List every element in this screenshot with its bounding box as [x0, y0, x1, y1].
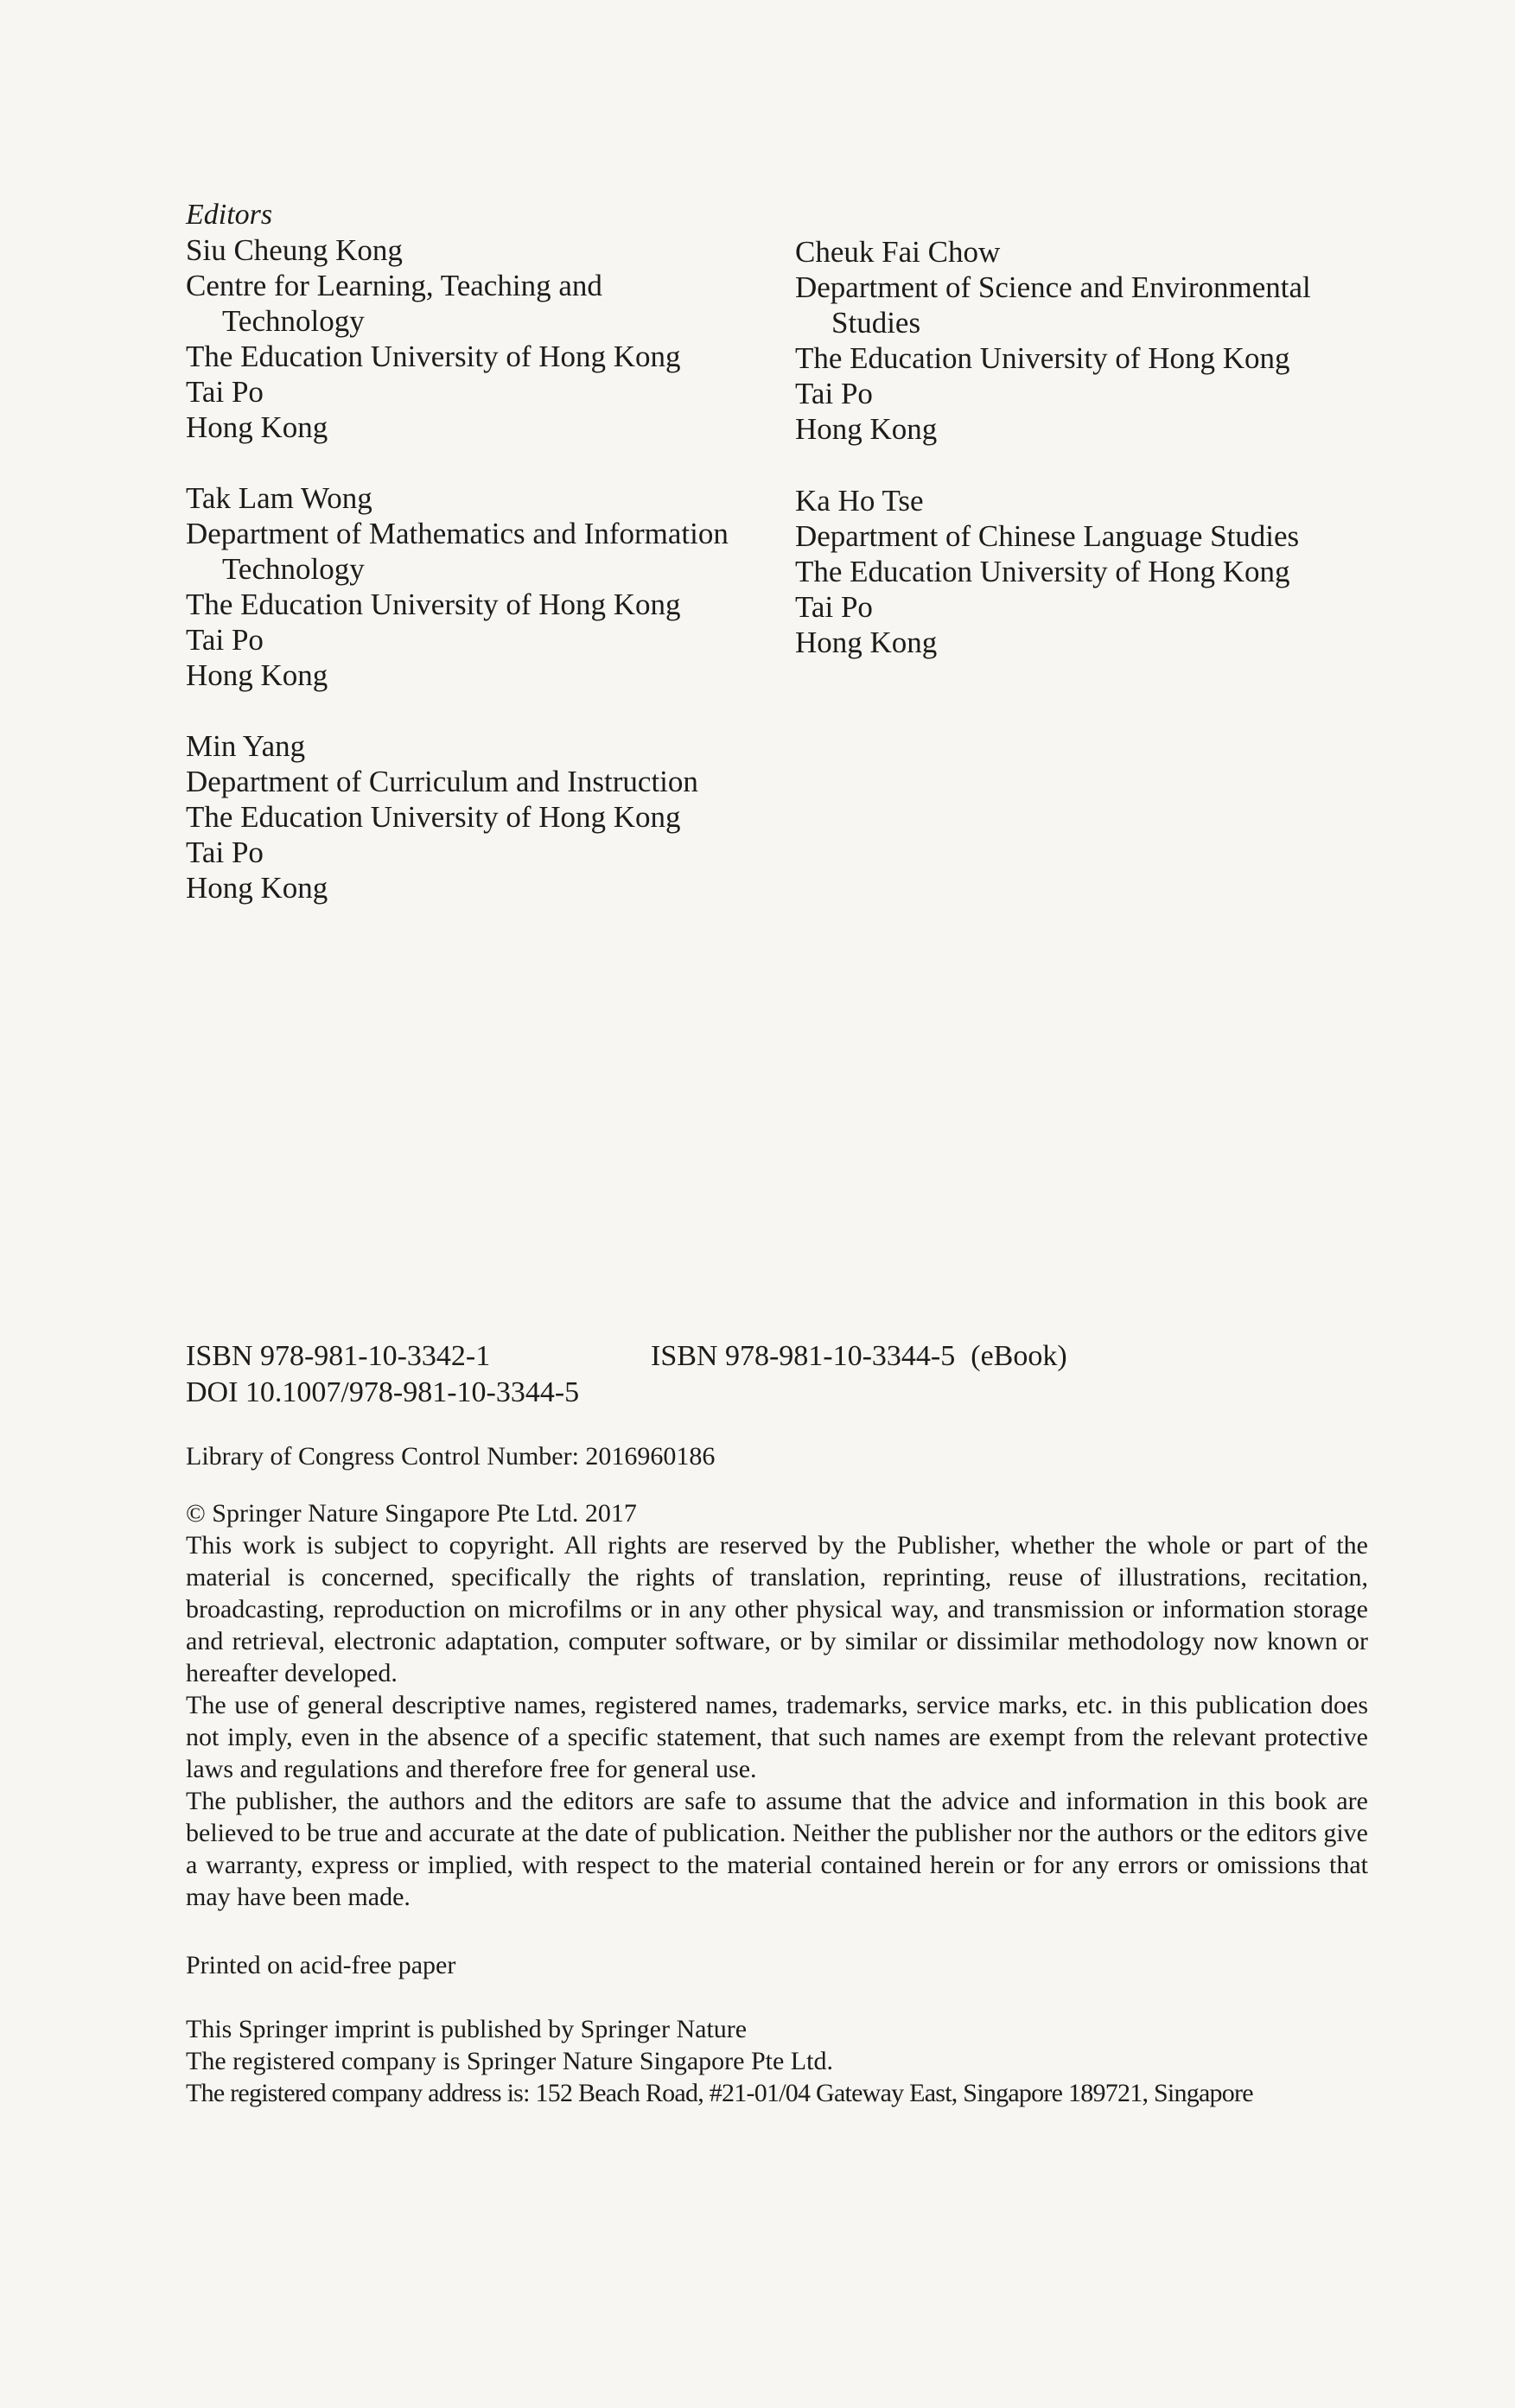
editor-department: Department of Curriculum and Instruction [186, 765, 698, 798]
editor-department: Department of Science and Environmental [795, 270, 1311, 304]
editor-block-ka-ho-tse [795, 483, 1299, 660]
editor-department-continued: Technology [222, 552, 365, 586]
editor-department: Department of Chinese Language Studies [795, 519, 1300, 553]
editor-name: Siu Cheung Kong [186, 233, 403, 267]
editor-region: Hong Kong [186, 410, 328, 444]
ebook-tag: (eBook) [971, 1340, 1067, 1372]
editor-district: Tai Po [795, 377, 873, 410]
isbn-row [186, 1338, 1067, 1375]
imprint-block [186, 2013, 1368, 2109]
editors-heading: Editors [186, 199, 273, 231]
editor-department-continued: Studies [831, 306, 921, 340]
editor-block-min-yang [186, 728, 698, 905]
editor-block-cheuk-fai-chow [795, 234, 1311, 447]
copyright-line: © Springer Nature Singapore Pte Ltd. 2017 [186, 1499, 637, 1528]
editor-name: Cheuk Fai Chow [795, 235, 1001, 269]
editor-block-tak-lam-wong [186, 480, 729, 693]
editor-name: Ka Ho Tse [795, 484, 924, 518]
editor-name: Tak Lam Wong [186, 481, 372, 515]
editor-district: Tai Po [186, 375, 264, 409]
editor-district: Tai Po [795, 590, 873, 624]
copyright-block [186, 1497, 1368, 1913]
editor-university: The Education University of Hong Kong [186, 800, 681, 834]
editor-department-continued: Technology [222, 304, 365, 338]
editor-district: Tai Po [186, 623, 264, 657]
editor-university: The Education University of Hong Kong [186, 588, 681, 621]
editor-name: Min Yang [186, 729, 306, 763]
imprint-address: The registered company address is: 152 Beach Road, #21-01/04 Gateway East, Singapore 189721, Singapore [186, 2079, 1253, 2107]
editor-region: Hong Kong [186, 658, 328, 692]
editor-region: Hong Kong [186, 871, 328, 905]
imprint-company: The registered company is Springer Nature Singapore Pte Ltd. [186, 2047, 833, 2075]
acid-free-note: Printed on acid-free paper [186, 1951, 456, 1979]
copyright-paragraph: This work is subject to copyright. All rights are reserved by the Publisher, whether the whole or part of the material is concerned, specifically the rights of translation, reprinting, reuse of illustrations, recitation, broadcasting, reproduction on microfilms or in any other physical way, and transmission or information storage and retrieval, electronic adaptation, computer software, or by similar or dissimilar methodology now known or hereafter developed. [186, 1531, 1368, 1687]
copyright-paragraph: The publisher, the authors and the editors are safe to assume that the advice and information in this book are believed to be true and accurate at the date of publication. Neither the publisher nor the authors or the editors give a warranty, express or implied, with respect to the material contained herein or for any errors or omissions that may have been made. [186, 1787, 1368, 1911]
editor-region: Hong Kong [795, 412, 938, 446]
editor-district: Tai Po [186, 835, 264, 869]
editor-department: Centre for Learning, Teaching and [186, 269, 602, 302]
isbn-ebook: ISBN 978-981-10-3344-5 [651, 1340, 956, 1372]
imprint-publisher: This Springer imprint is published by Springer Nature [186, 2015, 748, 2043]
editor-university: The Education University of Hong Kong [795, 341, 1290, 375]
library-of-congress-number: Library of Congress Control Number: 2016960186 [186, 1442, 716, 1471]
doi: DOI 10.1007/978-981-10-3344-5 [186, 1376, 580, 1408]
editor-region: Hong Kong [795, 626, 938, 659]
isbn-print: ISBN 978-981-10-3342-1 [186, 1340, 491, 1372]
editor-block-siu-cheung-kong [186, 232, 681, 445]
editor-university: The Education University of Hong Kong [795, 555, 1290, 588]
editor-university: The Education University of Hong Kong [186, 340, 681, 373]
copyright-paragraph: The use of general descriptive names, registered names, trademarks, service marks, etc. in this publication does not imply, even in the absence of a specific statement, that such names are exempt from the relevant protective laws and regulations and therefore free for general use. [186, 1691, 1368, 1783]
editor-department: Department of Mathematics and Information [186, 517, 729, 550]
